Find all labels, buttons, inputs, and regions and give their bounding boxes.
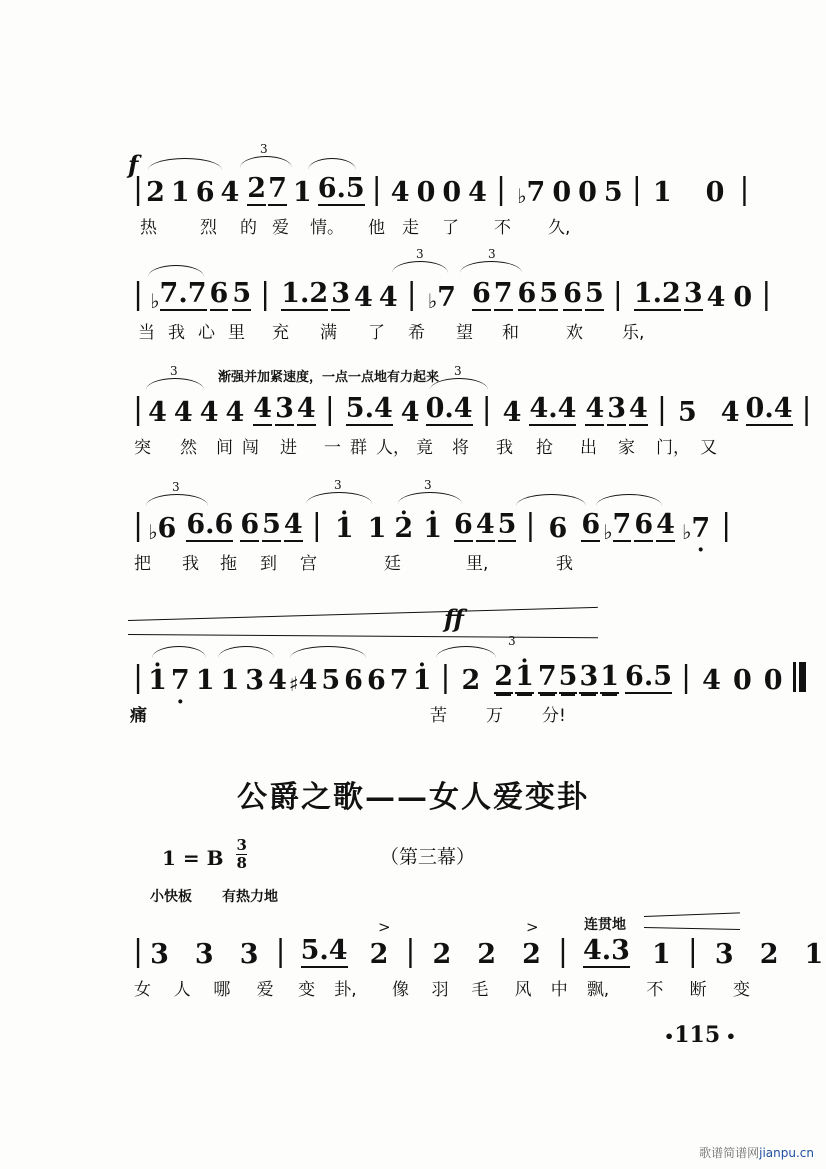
score-system-1 xyxy=(130,142,750,238)
notes-row-2: | ♭ 7.7 6 5 | 1.2 3 4 4 | ♭ 7 6 7 6 5 6 5 | 1.2 3 4 0 | xyxy=(133,277,772,313)
next-lyrics-row-1: 女 人 哪 爱 变 卦, 像 羽 毛 风 中 飘, 不 断 变 xyxy=(134,980,750,1000)
triplet-mark: 3 xyxy=(508,634,516,648)
slur xyxy=(460,261,522,273)
notes-row-4: | ♭ 6 6.6 6 5 4 | 1 · 1 2 · 1 · 6 4 5 | 6 6 ♭ 7 6 4 ♭ 7 · | xyxy=(130,508,750,542)
dynamic-fortissimo: ff xyxy=(444,604,464,633)
watermark xyxy=(699,1144,814,1161)
triplet-mark: 3 xyxy=(170,364,178,378)
accent-mark: > xyxy=(526,918,539,936)
triplet-mark: 3 xyxy=(424,478,432,492)
key-signature xyxy=(162,838,247,872)
notes-row-1: | 2 1 6 4 2 7 1 6.5 | 4 0 0 4 | ♭ 7 0 0 5 | 1 0 | xyxy=(133,172,750,208)
act-label: （第三幕） xyxy=(380,846,476,868)
triplet-mark: 3 xyxy=(172,480,180,494)
notes-row-3: | 4 4 4 4 4 3 4 | 5.4 4 0.4 | 4 4.4 4 3 4 | 5 4 0.4 | xyxy=(133,392,812,428)
slur xyxy=(392,261,448,273)
lyrics-row-1: 热 烈 的 爱 情。 他 走 了 不 久, xyxy=(140,218,571,238)
notes-row-5: | 1 · 7 · 1 1 3 4 ♯ 4 5 6 6 7 1 · | 2 2 1 · 7 5 3 1 6.5 | 4 0 0 xyxy=(130,660,750,694)
legato-hairpin xyxy=(644,916,740,930)
slur xyxy=(290,646,366,658)
time-signature xyxy=(236,838,246,872)
time-signature-numerator: 3 xyxy=(236,836,247,854)
final-barline xyxy=(793,662,806,692)
lyrics-row-3: 突 然 间 闯 进 一 群 人， 竟 将 我 抢 出 家 门， 又 xyxy=(134,438,717,458)
watermark-text: 歌谱简谱网 xyxy=(699,1146,760,1160)
score-system-5 xyxy=(130,634,783,726)
slur xyxy=(148,265,204,277)
lyrics-row-5: 痛 苦 万 分! xyxy=(130,706,566,726)
accent-mark: > xyxy=(378,918,391,936)
key-signature-text: 1 = B xyxy=(162,845,224,870)
expression-mark-legato: 连贯地 xyxy=(584,917,626,933)
watermark-site: jianpu.cn xyxy=(759,1146,814,1160)
slur xyxy=(146,378,204,390)
performance-mark-tempo: 小快板 xyxy=(150,889,192,905)
slur xyxy=(218,646,274,658)
lyrics-row-2: 当 我 心 里 充 满 了 希 望 和 欢 乐, xyxy=(138,323,645,343)
tempo-instruction: 渐强并加紧速度，一点一点地有力起来 xyxy=(218,370,440,385)
triplet-mark: 3 xyxy=(334,478,342,492)
slur xyxy=(436,646,496,658)
slur xyxy=(146,494,208,506)
next-notes-row-1: | 3 3 3 | 5.4 2 | 2 2 2 | 4.3 1 | 3 2 1 xyxy=(133,934,824,970)
song-title: 公爵之歌——女人爱变卦 xyxy=(237,780,589,815)
performance-mark-expression: 有热力地 xyxy=(222,889,278,905)
crescendo-hairpin xyxy=(128,620,598,638)
time-signature-denominator: 8 xyxy=(236,853,247,872)
triplet-mark: 3 xyxy=(260,142,268,156)
score-system-2 xyxy=(130,247,772,343)
score-system-4 xyxy=(130,478,750,574)
lyrics-row-4: 把 我 拖 到 宫 廷 里, 我 xyxy=(134,554,573,574)
dynamic-forte: f xyxy=(128,150,139,179)
page-number-text: 115 xyxy=(674,1022,721,1048)
slur xyxy=(240,156,292,168)
slur xyxy=(596,494,662,506)
slur xyxy=(306,492,372,504)
page-number: •115 • xyxy=(664,1022,736,1048)
triplet-mark: 3 xyxy=(416,247,424,261)
slur xyxy=(148,158,222,170)
triplet-mark: 3 xyxy=(454,364,462,378)
slur xyxy=(308,158,356,170)
slur xyxy=(516,494,586,506)
triplet-mark: 3 xyxy=(488,247,496,261)
